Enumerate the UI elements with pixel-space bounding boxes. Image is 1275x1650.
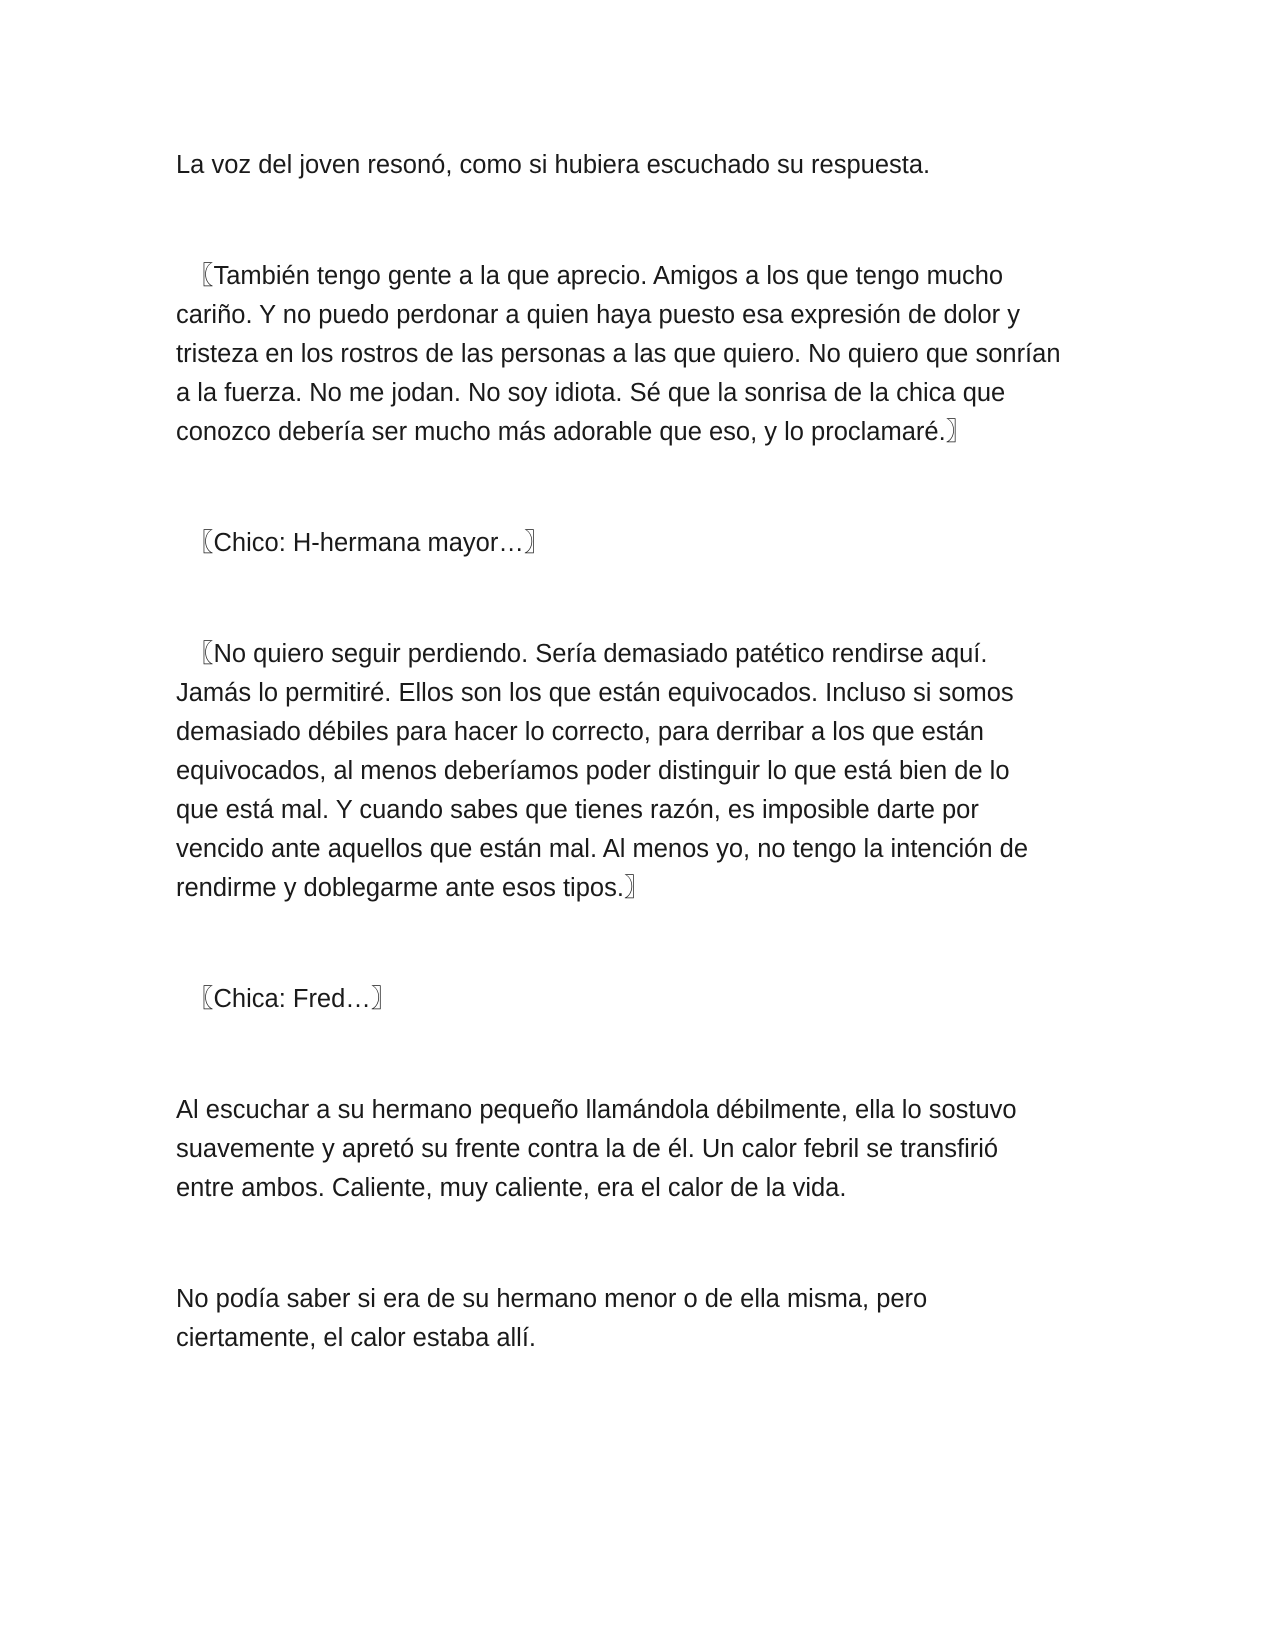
paragraph-dialogue-2: [176, 524, 1106, 563]
paragraph-narration-1: [176, 146, 1106, 185]
text-body: [176, 146, 1106, 1430]
text-line: cariño. Y no puedo perdonar a quien haya puesto esa expresión de dolor y: [176, 301, 1021, 329]
text-line: Al escuchar a su hermano pequeño llamándola débilmente, ella lo sostuvo: [176, 1096, 1017, 1124]
text-line: suavemente y apretó su frente contra la de él. Un calor febril se transfirió: [176, 1135, 999, 1163]
text-line: conozco debería ser mucho más adorable que eso, y lo proclamaré.〗: [176, 418, 972, 446]
text-line: tristeza en los rostros de las personas a las que quiero. No quiero que sonrían: [176, 340, 1061, 368]
paragraph-dialogue-3: [176, 635, 1106, 908]
text-line: demasiado débiles para hacer lo correcto, para derribar a los que están: [176, 718, 984, 746]
text-line: 〖No quiero seguir perdiendo. Sería demasiado patético rendirse aquí.: [188, 640, 988, 668]
text-line: 〖También tengo gente a la que aprecio. Amigos a los que tengo mucho: [188, 262, 1004, 290]
text-line: 〖Chico: H-hermana mayor…〗: [188, 529, 550, 557]
text-line: entre ambos. Caliente, muy caliente, era el calor de la vida.: [176, 1174, 847, 1202]
text-line: Jamás lo permitiré. Ellos son los que están equivocados. Incluso si somos: [176, 679, 1014, 707]
paragraph-dialogue-1: [176, 257, 1106, 452]
text-line: No podía saber si era de su hermano menor o de ella misma, pero: [176, 1285, 928, 1313]
text-line: a la fuerza. No me jodan. No soy idiota. Sé que la sonrisa de la chica que: [176, 379, 1006, 407]
paragraph-narration-3: [176, 1280, 1106, 1358]
text-line: 〖Chica: Fred…〗: [188, 985, 397, 1013]
text-line: ciertamente, el calor estaba allí.: [176, 1324, 537, 1352]
text-line: rendirme y doblegarme ante esos tipos.〗: [176, 874, 650, 902]
text-line: que está mal. Y cuando sabes que tienes razón, es imposible darte por: [176, 796, 979, 824]
paragraph-narration-2: [176, 1091, 1106, 1208]
text-line: equivocados, al menos deberíamos poder distinguir lo que está bien de lo: [176, 757, 1010, 785]
paragraph-dialogue-4: [176, 980, 1106, 1019]
text-line: vencido ante aquellos que están mal. Al menos yo, no tengo la intención de: [176, 835, 1028, 863]
text-line: La voz del joven resonó, como si hubiera escuchado su respuesta.: [176, 151, 931, 179]
